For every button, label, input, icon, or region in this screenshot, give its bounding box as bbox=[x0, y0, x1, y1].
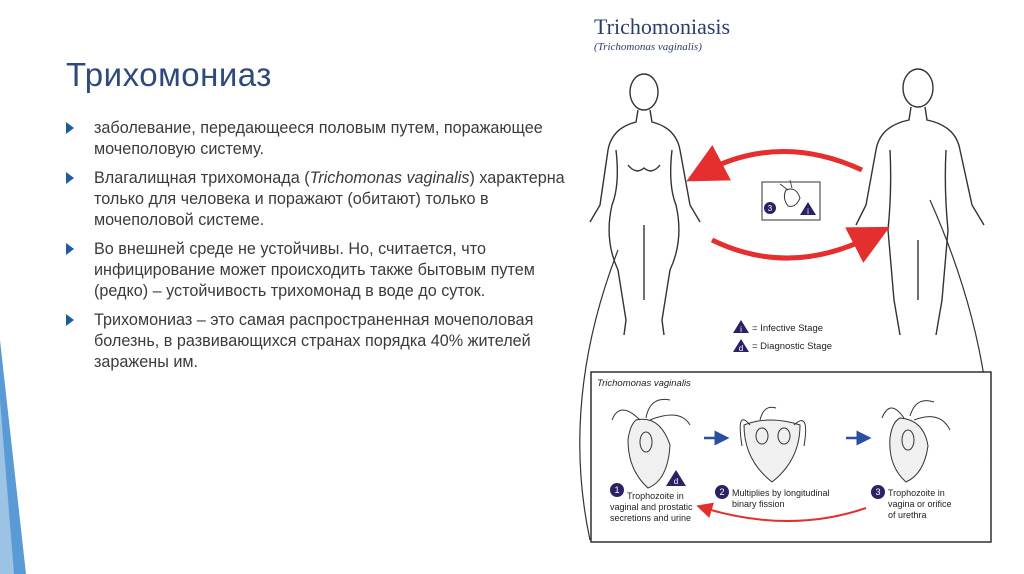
step2-line2: binary fission bbox=[732, 499, 785, 509]
step1-line3: secretions and urine bbox=[610, 513, 692, 523]
bullet-text-cont: ) характерна только для человека и поражают (обитают) только в мочеполовой системе. bbox=[94, 169, 565, 229]
bullet-list bbox=[66, 118, 566, 381]
bullet-item bbox=[66, 239, 566, 302]
bullet-text: Трихомониаз – это самая распространенная мочеполовая болезнь, в развивающихся странах порядка 40% жителей заражены им. bbox=[94, 311, 534, 371]
life-cycle-diagram bbox=[540, 0, 1024, 574]
bullet-arrow-icon bbox=[66, 314, 74, 326]
step3-number: 3 bbox=[875, 487, 881, 497]
diagram-subtitle: (Trichomonas vaginalis) bbox=[594, 41, 702, 53]
bullet-text: Во внешней среде не устойчивы. Но, считается, что инфицирование может происходить также бытовым путем (редко) – устойчивость трихомонад в воде до суток. bbox=[94, 240, 535, 300]
legend-diagnostic-letter: d bbox=[738, 344, 744, 353]
accent-strip-light bbox=[0, 400, 14, 574]
bullet-arrow-icon bbox=[66, 243, 74, 255]
legend-diagnostic-label: = Diagnostic Stage bbox=[752, 341, 833, 352]
slide-title: Трихомониаз bbox=[66, 56, 272, 93]
step3-line1: Trophozoite in bbox=[888, 488, 945, 498]
legend-infective-letter: i bbox=[740, 325, 742, 334]
bullet-item bbox=[66, 118, 566, 160]
bullet-item bbox=[66, 168, 566, 231]
step2-number: 2 bbox=[719, 487, 725, 497]
step1-line1: Trophozoite in bbox=[627, 491, 684, 501]
step1-diag-letter: d bbox=[673, 477, 679, 486]
step3-line3: of urethra bbox=[888, 510, 927, 520]
center-step-number: 3 bbox=[767, 204, 773, 213]
red-arrow-male-to-female bbox=[704, 151, 862, 172]
inset-title: Trichomonas vaginalis bbox=[597, 378, 691, 389]
center-stage-letter: i bbox=[807, 207, 809, 216]
bullet-arrow-icon bbox=[66, 122, 74, 134]
bullet-item bbox=[66, 310, 566, 373]
step1-number: 1 bbox=[614, 485, 620, 495]
diagram-title: Trichomoniasis bbox=[594, 14, 731, 39]
legend-infective-label: = Infective Stage bbox=[752, 323, 824, 334]
bullet-latin-name: Trichomonas vaginalis bbox=[309, 169, 470, 187]
red-arrow-female-to-male bbox=[712, 236, 872, 258]
bullet-text: заболевание, передающееся половым путем, поражающее мочеполовую систему. bbox=[94, 119, 543, 158]
bullet-text: Влагалищная трихомонада ( bbox=[94, 169, 310, 187]
female-figure bbox=[590, 74, 700, 335]
step1-line2: vaginal and prostatic bbox=[610, 502, 693, 512]
step3-line2: vagina or orifice bbox=[888, 499, 952, 509]
step2-line1: Multiplies by longitudinal bbox=[732, 488, 830, 498]
bullet-arrow-icon bbox=[66, 172, 74, 184]
